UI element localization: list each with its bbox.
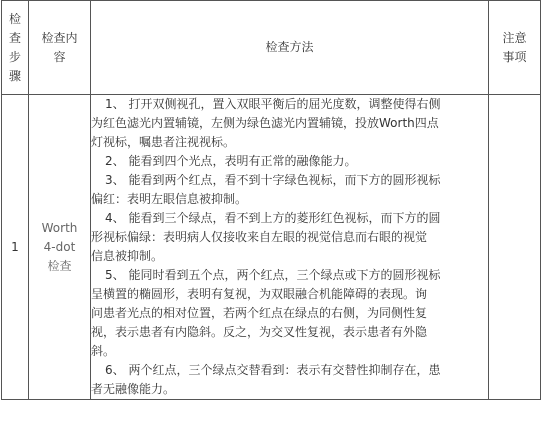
row-method [91, 95, 489, 400]
method-line: 6、 两个红点，三个绿点交替看到：表示有交替性抑制存在，患 [105, 363, 441, 377]
method-line: 1、 打开双侧视孔，置入双眼平衡后的屈光度数，调整使得右侧 [105, 97, 441, 111]
method-line: 视，表示患者有内隐斜。反之，为交叉性复视，表示患者有外隐 [91, 325, 428, 339]
method-line: 者无融像能力。 [91, 382, 176, 396]
header-row [2, 1, 541, 95]
method-line: 为红色滤光内置辅镜，左侧为绿色滤光内置辅镜，投放Worth四点 [91, 116, 439, 130]
row-content-line: 检查 [47, 258, 72, 273]
procedure-table [1, 0, 541, 400]
header-note-line: 注意 [502, 30, 527, 45]
header-step [2, 1, 29, 95]
method-line: 偏红：表明左眼信息被抑制。 [91, 192, 248, 206]
method-line: 4、 能看到三个绿点，看不到上方的菱形红色视标，而下方的圆 [105, 211, 441, 225]
method-line: 信息被抑制。 [91, 249, 164, 263]
method-line: 5、 能同时看到五个点，两个红点，三个绿点或下方的圆形视标 [105, 268, 441, 282]
method-line: 2、 能看到四个光点，表明有正常的融像能力。 [105, 154, 357, 168]
header-step-line: 步 [8, 49, 21, 64]
header-method: 检查方法 [91, 1, 489, 95]
row-note [489, 95, 541, 400]
method-line: 灯视标，嘱患者注视视标。 [91, 135, 236, 149]
header-note [489, 1, 541, 95]
method-line: 形视标偏绿：表明病人仅接收来自左眼的视觉信息而右眼的视觉 [91, 230, 428, 244]
header-step-line: 骤 [8, 68, 21, 83]
header-note-line: 事项 [502, 49, 527, 64]
header-content-line: 检查内 [41, 30, 78, 45]
method-line: 3、 能看到两个红点，看不到十字绿色视标，而下方的圆形视标 [105, 173, 441, 187]
method-line: 呈横置的椭圆形，表明有复视，为双眼融合机能障碍的表现。询 [91, 287, 428, 301]
header-content [29, 1, 91, 95]
method-line: 斜。 [91, 344, 116, 358]
row-step-number: 1 [2, 95, 29, 400]
table-row [2, 95, 541, 400]
row-content-line: 4-dot [43, 239, 76, 254]
header-content-line: 容 [53, 49, 66, 64]
header-step-line: 查 [8, 30, 21, 45]
row-content-line: Worth [41, 220, 78, 235]
method-line: 问患者光点的相对位置，若两个红点在绿点的右侧，为同侧性复 [91, 306, 428, 320]
row-content [29, 95, 91, 400]
header-step-line: 检 [8, 11, 21, 26]
